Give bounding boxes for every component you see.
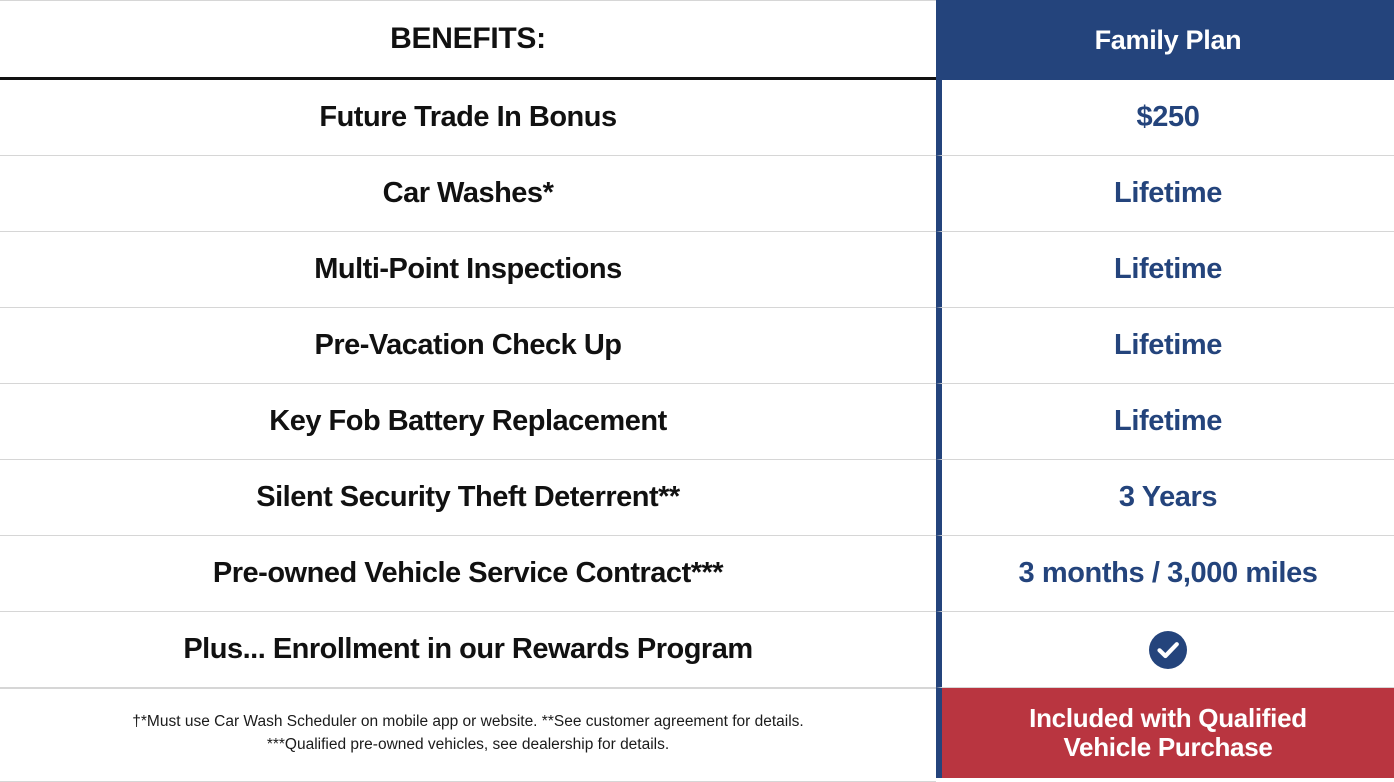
table-row-value bbox=[936, 232, 1394, 308]
table-row-value bbox=[936, 612, 1394, 688]
table-row bbox=[0, 156, 936, 232]
table-top-rule bbox=[0, 0, 936, 1]
plan-value: Lifetime bbox=[1114, 252, 1222, 285]
benefit-label: Key Fob Battery Replacement bbox=[269, 404, 667, 437]
benefit-label: Silent Security Theft Deterrent** bbox=[256, 480, 680, 513]
benefit-label: Pre-owned Vehicle Service Contract*** bbox=[212, 556, 724, 589]
benefits-header-label: BENEFITS: bbox=[390, 21, 546, 55]
table-row bbox=[0, 384, 936, 460]
table-row-value bbox=[936, 80, 1394, 156]
plan-value: Lifetime bbox=[1114, 176, 1222, 209]
footnote-line-1: †*Must use Car Wash Scheduler on mobile app or website. **See customer agreement for details. bbox=[132, 713, 804, 731]
footnote-line-2: ***Qualified pre-owned vehicles, see dealership for details. bbox=[266, 735, 670, 753]
check-circle-icon bbox=[1148, 630, 1188, 670]
table-row bbox=[0, 80, 936, 156]
table-row bbox=[0, 612, 936, 688]
included-banner bbox=[936, 688, 1394, 778]
table-row-value bbox=[936, 384, 1394, 460]
benefit-label: Multi-Point Inspections bbox=[314, 252, 622, 285]
table-row bbox=[0, 460, 936, 536]
benefit-label: Future Trade In Bonus bbox=[319, 100, 617, 133]
table-row bbox=[0, 536, 936, 612]
plan-value: 3 Years bbox=[1118, 480, 1218, 513]
table-row bbox=[0, 308, 936, 384]
benefit-label: Car Washes* bbox=[382, 176, 554, 209]
plan-value: $250 bbox=[1136, 100, 1200, 133]
table-row-value bbox=[936, 308, 1394, 384]
plan-value: Lifetime bbox=[1114, 404, 1222, 437]
table-row-value bbox=[936, 460, 1394, 536]
table-row-value bbox=[936, 156, 1394, 232]
benefit-label: Pre-Vacation Check Up bbox=[314, 328, 622, 361]
included-banner-line-1: Included with Qualified bbox=[1029, 702, 1307, 733]
benefits-header-cell bbox=[0, 0, 936, 80]
plan-value: 3 months / 3,000 miles bbox=[1018, 556, 1318, 589]
plan-header-label: Family Plan bbox=[1094, 24, 1242, 55]
plan-value: Lifetime bbox=[1114, 328, 1222, 361]
included-banner-line-2: Vehicle Purchase bbox=[1063, 732, 1273, 762]
table-row-value bbox=[936, 536, 1394, 612]
plan-header-cell bbox=[936, 0, 1394, 80]
benefit-label: Plus... Enrollment in our Rewards Program bbox=[183, 632, 753, 665]
footnotes-cell bbox=[0, 688, 936, 778]
table-row bbox=[0, 232, 936, 308]
